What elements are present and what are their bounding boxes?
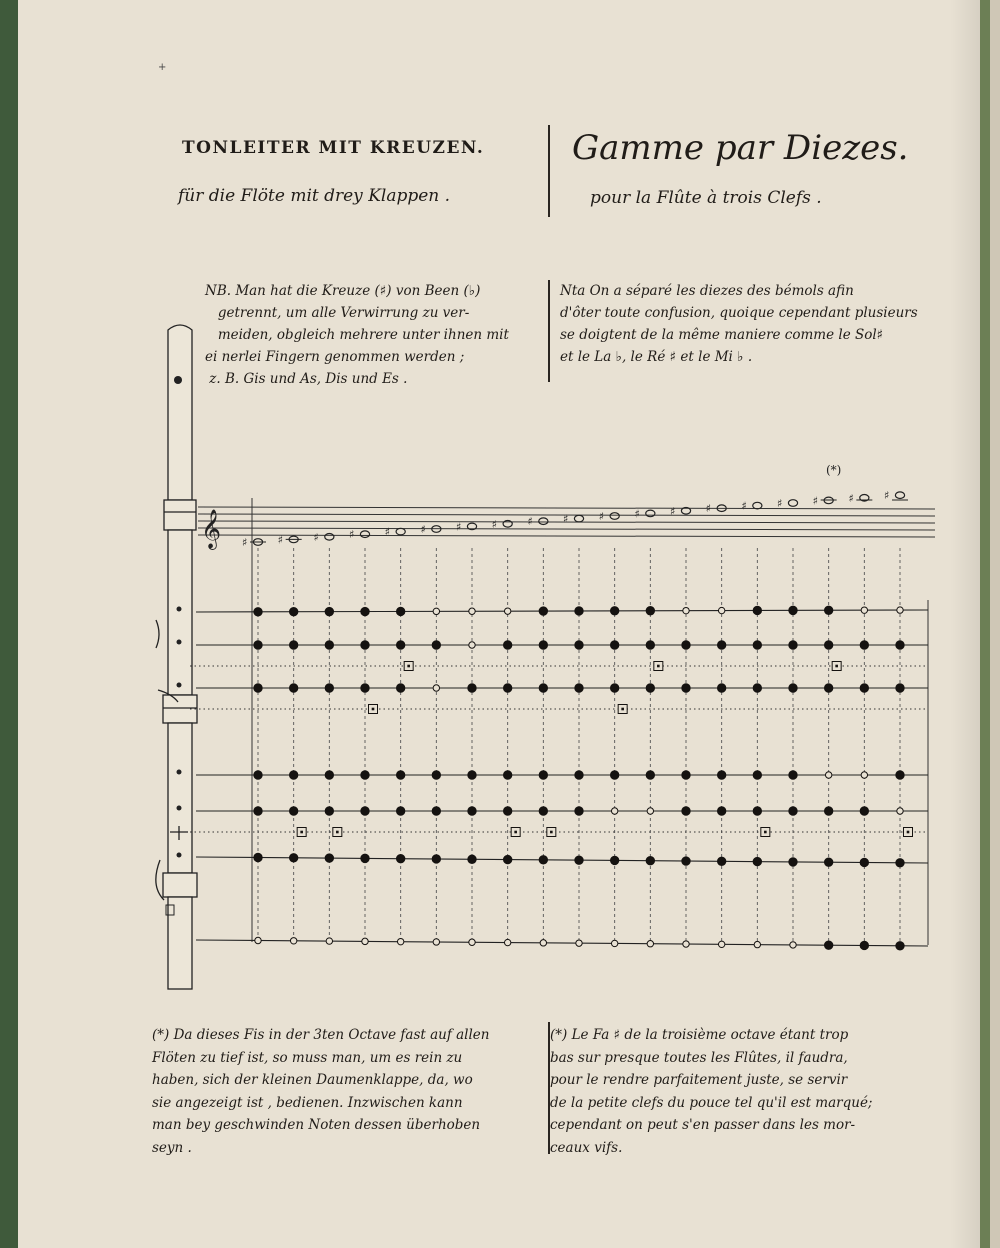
closed-hole-dot [682,771,690,779]
closed-hole-dot [396,854,404,862]
open-hole-dot [433,939,439,945]
closed-hole-dot [646,641,654,649]
closed-hole-dot [824,606,832,614]
closed-hole-dot [789,641,797,649]
open-hole-dot [290,938,296,944]
footnote-french: (*) Le Fa ♯ de la troisième octave étant trop bas sur presque toutes les Flûtes, il faudra, pour le rendre parfaitement juste, se servir de la petite clefs du pouce tel qu'il est marqué; cependant on peut s'en passer dans les mor- ceaux vifs. [550,1027,873,1156]
closed-hole-dot [289,771,297,779]
closed-hole-dot [575,684,583,692]
asterisk-marker: (*) [826,463,842,477]
open-hole-dot [326,938,332,944]
closed-hole-dot [254,771,262,779]
closed-hole-dot [503,771,511,779]
closed-hole-dot [432,641,440,649]
closed-hole-dot [396,807,404,815]
note-head [753,502,762,509]
fingering-dots [254,606,913,950]
open-hole-dot [611,808,617,814]
closed-hole-dot [789,807,797,815]
closed-hole-dot [610,684,618,692]
note-head [360,531,369,538]
key-square-center [300,831,303,834]
sharp-icon: ♯ [598,510,604,523]
closed-hole-dot [896,641,904,649]
key-square-center [550,831,553,834]
hole-row-line [196,610,928,612]
closed-hole-dot [717,857,725,865]
closed-hole-dot [254,807,262,815]
closed-hole-dot [254,853,262,861]
closed-hole-dot [860,684,868,692]
sharp-icon: ♯ [384,525,390,539]
closed-hole-dot [717,771,725,779]
open-hole-dot [683,941,689,947]
open-hole-dot [362,938,368,944]
key-square-center [835,665,838,668]
closed-hole-dot [682,641,690,649]
closed-hole-dot [325,607,333,615]
open-hole-dot [825,772,831,778]
open-hole-dot [433,685,439,691]
open-hole-dot [647,941,653,947]
closed-hole-dot [896,859,904,867]
closed-hole-dot [539,641,547,649]
closed-hole-dot [325,854,333,862]
closed-hole-dot [824,684,832,692]
closed-hole-dot [860,641,868,649]
closed-hole-dot [717,641,725,649]
open-hole-dot [469,642,475,648]
closed-hole-dot [396,771,404,779]
closed-hole-dot [503,855,511,863]
title-french: Gamme par Diezes. [572,128,909,168]
open-hole-dot [433,608,439,614]
closed-hole-dot [325,807,333,815]
closed-hole-dot [896,684,904,692]
key-square-center [336,831,339,834]
closed-hole-dot [468,684,476,692]
note-french: Nta On a séparé les diezes des bémols afin d'ôter toute confusion, quoique cependant plusieurs se doigtent de la même maniere comme le Sol♯ et le La ♭, le Ré ♯ et le Mi ♭ . [560,283,918,365]
closed-hole-dot [289,608,297,616]
sharp-icon: ♯ [491,517,497,531]
note-head [788,500,797,507]
closed-hole-dot [539,684,547,692]
closed-hole-dot [753,641,761,649]
closed-hole-dot [289,807,297,815]
closed-hole-dot [824,858,832,866]
closed-hole-dot [646,857,654,865]
open-hole-dot [897,808,903,814]
open-hole-dot [718,941,724,947]
closed-hole-dot [503,807,511,815]
note-head [574,515,583,522]
closed-hole-dot [361,684,369,692]
key-square-center [621,708,624,711]
open-hole-dot [683,607,689,613]
closed-hole-dot [789,684,797,692]
open-hole-dot [504,939,510,945]
subtitle-german: für die Flöte mit drey Klappen . [178,186,451,206]
closed-hole-dot [646,607,654,615]
fingering-grid [190,498,928,946]
key-square-center [407,665,410,668]
closed-hole-dot [610,856,618,864]
closed-hole-dot [753,857,761,865]
closed-hole-dot [396,684,404,692]
note-german: NB. Man hat die Kreuze (♯) von Been (♭) getrennt, um alle Verwirrung zu ver- meiden, obgleich mehrere unter ihnen mit ei nerlei Fingern genommen werden ; z. B. Gis und As, Dis und Es . [205,283,509,387]
closed-hole-dot [860,858,868,866]
closed-hole-dot [325,641,333,649]
open-hole-dot [540,940,546,946]
sharp-icon: ♯ [670,504,676,518]
sharp-icon: ♯ [812,494,818,508]
closed-hole-dot [575,807,583,815]
open-hole-dot [754,941,760,947]
hole-row-line [196,940,928,946]
open-hole-dot [790,942,796,948]
note-head [325,534,334,541]
closed-hole-dot [682,857,690,865]
closed-hole-dot [717,807,725,815]
closed-hole-dot [539,807,547,815]
open-hole-dot [861,772,867,778]
treble-clef-icon: 𝄞 [201,509,222,549]
closed-hole-dot [325,684,333,692]
closed-hole-dot [575,856,583,864]
closed-hole-dot [753,684,761,692]
closed-hole-dot [361,807,369,815]
sharp-icon: ♯ [420,523,426,536]
closed-hole-dot [254,641,262,649]
closed-hole-dot [682,684,690,692]
closed-hole-dot [432,855,440,863]
closed-hole-dot [646,771,654,779]
hole-row-line [196,857,928,863]
sharp-icon: ♯ [242,536,248,549]
footnote-german: (*) Da dieses Fis in der 3ten Octave fast auf allen Flöten zu tief ist, so muss man, um es rein zu haben, sich der kleinen Daumenklappe, da, wo sie angezeigt ist , bedienen. Inzwischen kann man bey geschwinden Noten dessen überhoben seyn . [152,1027,490,1156]
key-square-center [764,831,767,834]
closed-hole-dot [789,771,797,779]
closed-hole-dot [824,941,832,949]
open-hole-dot [647,808,653,814]
sharp-icon: ♯ [563,512,569,526]
closed-hole-dot [503,641,511,649]
closed-hole-dot [646,684,654,692]
closed-hole-dot [396,641,404,649]
key-square-center [514,831,517,834]
closed-hole-dot [361,607,369,615]
closed-hole-dot [824,807,832,815]
sharp-icon: ♯ [848,491,854,505]
closed-hole-dot [575,607,583,615]
closed-hole-dot [610,771,618,779]
closed-hole-dot [432,771,440,779]
closed-hole-dot [468,855,476,863]
closed-hole-dot [575,641,583,649]
subtitle-french: pour la Flûte à trois Clefs . [590,188,822,208]
corner-mark: + [158,62,167,73]
closed-hole-dot [896,942,904,950]
closed-hole-dot [361,854,369,862]
open-hole-dot [397,938,403,944]
closed-hole-dot [753,771,761,779]
key-square-center [372,708,375,711]
open-hole-dot [504,608,510,614]
closed-hole-dot [503,684,511,692]
staff-notes [242,489,908,549]
closed-hole-dot [289,684,297,692]
closed-hole-dot [789,858,797,866]
note-head [895,492,904,499]
closed-hole-dot [432,807,440,815]
closed-hole-dot [539,856,547,864]
title-german: TONLEITER MIT KREUZEN. [182,138,485,158]
open-hole-dot [861,607,867,613]
closed-hole-dot [254,608,262,616]
closed-hole-dot [753,807,761,815]
closed-hole-dot [896,771,904,779]
note-head [610,513,619,520]
closed-hole-dot [254,684,262,692]
sharp-icon: ♯ [777,497,783,510]
closed-hole-dot [361,771,369,779]
sharp-icon: ♯ [313,530,319,544]
flute-drawing [156,325,197,989]
closed-hole-dot [860,807,868,815]
open-hole-dot [611,940,617,946]
closed-hole-dot [717,684,725,692]
key-square-center [657,665,660,668]
closed-hole-dot [396,607,404,615]
open-hole-dot [255,937,261,943]
closed-hole-dot [789,606,797,614]
sharp-icon: ♯ [456,520,462,534]
closed-hole-dot [824,641,832,649]
closed-hole-dot [860,941,868,949]
open-hole-dot [576,940,582,946]
closed-hole-dot [610,641,618,649]
closed-hole-dot [610,607,618,615]
closed-hole-dot [325,771,333,779]
open-hole-dot [469,608,475,614]
closed-hole-dot [539,771,547,779]
sharp-icon: ♯ [634,507,640,521]
sharp-icon: ♯ [884,489,890,503]
open-hole-dot [718,607,724,613]
closed-hole-dot [468,807,476,815]
sharp-icon: ♯ [705,502,711,516]
sharp-icon: ♯ [277,533,283,547]
closed-hole-dot [682,807,690,815]
open-hole-dot [897,607,903,613]
closed-hole-dot [753,606,761,614]
open-hole-dot [469,939,475,945]
sharp-icon: ♯ [349,528,355,542]
closed-hole-dot [289,854,297,862]
closed-hole-dot [575,771,583,779]
closed-hole-dot [289,641,297,649]
closed-hole-dot [539,607,547,615]
note-head [539,518,548,525]
sharp-icon: ♯ [527,515,533,529]
note-head [396,528,405,535]
sharp-icon: ♯ [741,499,747,513]
key-square-center [907,831,910,834]
closed-hole-dot [468,771,476,779]
closed-hole-dot [361,641,369,649]
